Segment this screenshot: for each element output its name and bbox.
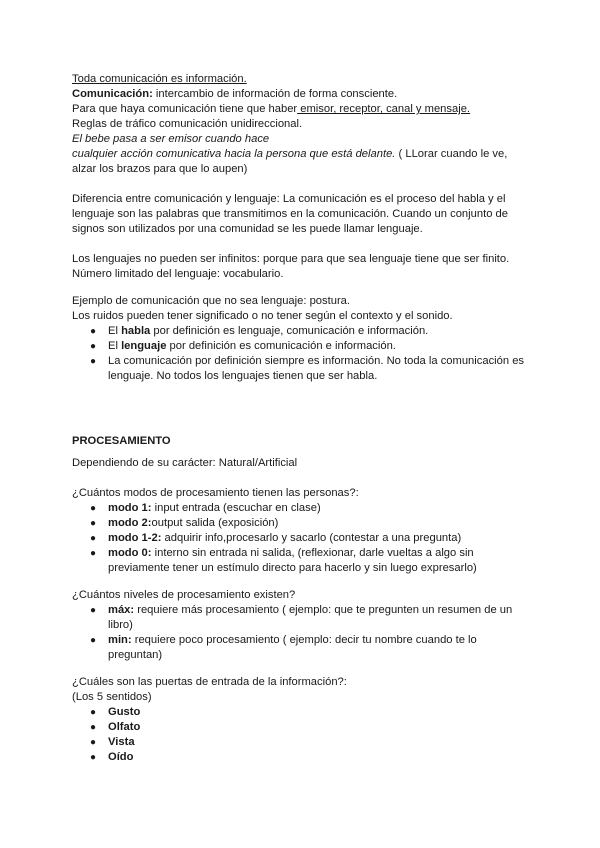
list-item <box>90 339 542 354</box>
sentido-label: Oído <box>108 751 134 763</box>
list-item <box>90 501 542 516</box>
bullet-text: lenguaje. No todos los lenguajes tienen que ser habla. <box>108 370 378 382</box>
nivel-text: requiere poco procesamiento ( ejemplo: decir tu nombre cuando te lo <box>131 634 477 646</box>
bebe-line-2 <box>72 147 542 162</box>
bullet-icon: ● <box>90 518 97 529</box>
diferencia-section <box>72 192 542 237</box>
modo-text: interno sin entrada ni salida, (reflexionar, darle vueltas a algo sin <box>151 547 474 559</box>
bebe-italic-line-2: cualquier acción comunicativa hacia la persona que está delante. <box>72 148 396 160</box>
sentidos-note: (Los 5 sentidos) <box>72 691 152 703</box>
bullet-icon: ● <box>90 707 97 718</box>
nivel-text: preguntan) <box>108 649 163 661</box>
niveles-block <box>72 588 542 663</box>
diferencia-line-3: signos son utilizados por una comunidad se les puede llamar lenguaje. <box>72 223 423 235</box>
lenguajes-line-1: Los lenguajes no pueden ser infinitos: porque para que sea lenguaje tiene que ser finito. <box>72 253 510 265</box>
procesamiento-title: PROCESAMIENTO <box>72 435 171 447</box>
list-item <box>90 705 542 720</box>
bullet-bold: habla <box>121 325 151 337</box>
bullet-icon: ● <box>90 548 97 559</box>
list-item <box>90 324 542 339</box>
requisitos-text: Para que haya comunicación tiene que haber <box>72 103 298 115</box>
bullet-text: La comunicación por definición siempre es información. No toda la comunicación es <box>108 355 525 367</box>
puertas-block <box>72 675 542 765</box>
nivel-label: min: <box>108 634 132 646</box>
modo-label: modo 0: <box>108 547 152 559</box>
modos-block <box>72 486 542 576</box>
modo-text: previamente tener un estímulo directo para hacerlo y sin luego expresarlo) <box>108 562 477 574</box>
bullet-icon: ● <box>90 326 97 337</box>
intro-heading: Toda comunicación es información. <box>72 73 247 85</box>
modos-list <box>90 501 542 576</box>
list-item <box>90 633 542 663</box>
list-item <box>90 750 542 765</box>
bullet-text: por definición es comunicación e información. <box>166 340 396 352</box>
modo-text: adquirir info,procesarlo y sacarlo (contestar a una pregunta) <box>161 532 462 544</box>
sentido-label: Gusto <box>108 706 141 718</box>
procesamiento-section <box>72 434 542 449</box>
modo-text: input entrada (escuchar en clase) <box>151 502 321 514</box>
lenguajes-line-2: Número limitado del lenguaje: vocabulario. <box>72 268 284 280</box>
bullet-text: El <box>108 340 122 352</box>
lenguajes-section <box>72 252 542 282</box>
list-item <box>90 735 542 750</box>
bullet-bold: lenguaje <box>121 340 167 352</box>
bebe-example: ( LLorar cuando le ve, <box>395 148 508 160</box>
ejemplo-line-2: Los ruidos pueden tener significado o no tener según el contexto y el sonido. <box>72 310 453 322</box>
nivel-text: libro) <box>108 619 133 631</box>
comunicacion-definition <box>72 87 542 102</box>
bullet-icon: ● <box>90 737 97 748</box>
bullet-icon: ● <box>90 533 97 544</box>
modo-label: modo 1: <box>108 502 152 514</box>
nivel-label: máx: <box>108 604 135 616</box>
diferencia-line-1: Diferencia entre comunicación y lenguaje: La comunicación es el proceso del habla y el <box>72 193 506 205</box>
list-item <box>90 720 542 735</box>
diferencia-line-2: lenguaje son las palabras que transmitimos en la comunicación. Cuando un conjunto de <box>72 208 508 220</box>
bullet-icon: ● <box>90 356 97 367</box>
list-item <box>90 354 542 384</box>
niveles-list <box>90 603 542 663</box>
requisitos-line <box>72 102 542 117</box>
bullet-icon: ● <box>90 605 97 616</box>
list-item <box>90 516 542 531</box>
bullet-text: por definición es lenguaje, comunicación e información. <box>150 325 429 337</box>
list-item <box>90 531 542 546</box>
bullet-icon: ● <box>90 752 97 763</box>
modo-label: modo 1-2: <box>108 532 162 544</box>
list-item <box>90 603 542 633</box>
sentidos-list <box>90 705 542 765</box>
modo-text: output salida (exposición) <box>151 517 279 529</box>
sentido-label: Olfato <box>108 721 141 733</box>
modos-question: ¿Cuántos modos de procesamiento tienen las personas?: <box>72 487 359 499</box>
caracter-line: Dependiendo de su carácter: Natural/Artificial <box>72 457 298 469</box>
puertas-question: ¿Cuáles son las puertas de entrada de la información?: <box>72 676 347 688</box>
modo-label: modo 2: <box>108 517 152 529</box>
ejemplo-section <box>72 294 542 384</box>
bullet-icon: ● <box>90 722 97 733</box>
bebe-italic-line-1: El bebe pasa a ser emisor cuando hace <box>72 133 270 145</box>
bebe-line-3: alzar los brazos para que lo aupen) <box>72 163 248 175</box>
comunicacion-term: Comunicación: <box>72 88 153 100</box>
bullet-icon: ● <box>90 341 97 352</box>
intro-section <box>72 72 542 177</box>
niveles-question: ¿Cuántos niveles de procesamiento existen? <box>72 589 296 601</box>
ejemplo-line-1: Ejemplo de comunicación que no sea lenguaje: postura. <box>72 295 351 307</box>
nivel-text: requiere más procesamiento ( ejemplo: que te pregunten un resumen de un <box>134 604 513 616</box>
requisitos-underlined: emisor, receptor, canal y mensaje. <box>297 103 471 115</box>
list-item <box>90 546 542 576</box>
comunicacion-def-text: intercambio de información de forma consciente. <box>152 88 398 100</box>
reglas-line: Reglas de tráfico comunicación unidireccional. <box>72 118 303 130</box>
caracter-block <box>72 456 542 471</box>
bullet-icon: ● <box>90 503 97 514</box>
ejemplo-bullet-list <box>90 324 542 384</box>
sentido-label: Vista <box>108 736 135 748</box>
bullet-text: El <box>108 325 122 337</box>
bullet-icon: ● <box>90 635 97 646</box>
